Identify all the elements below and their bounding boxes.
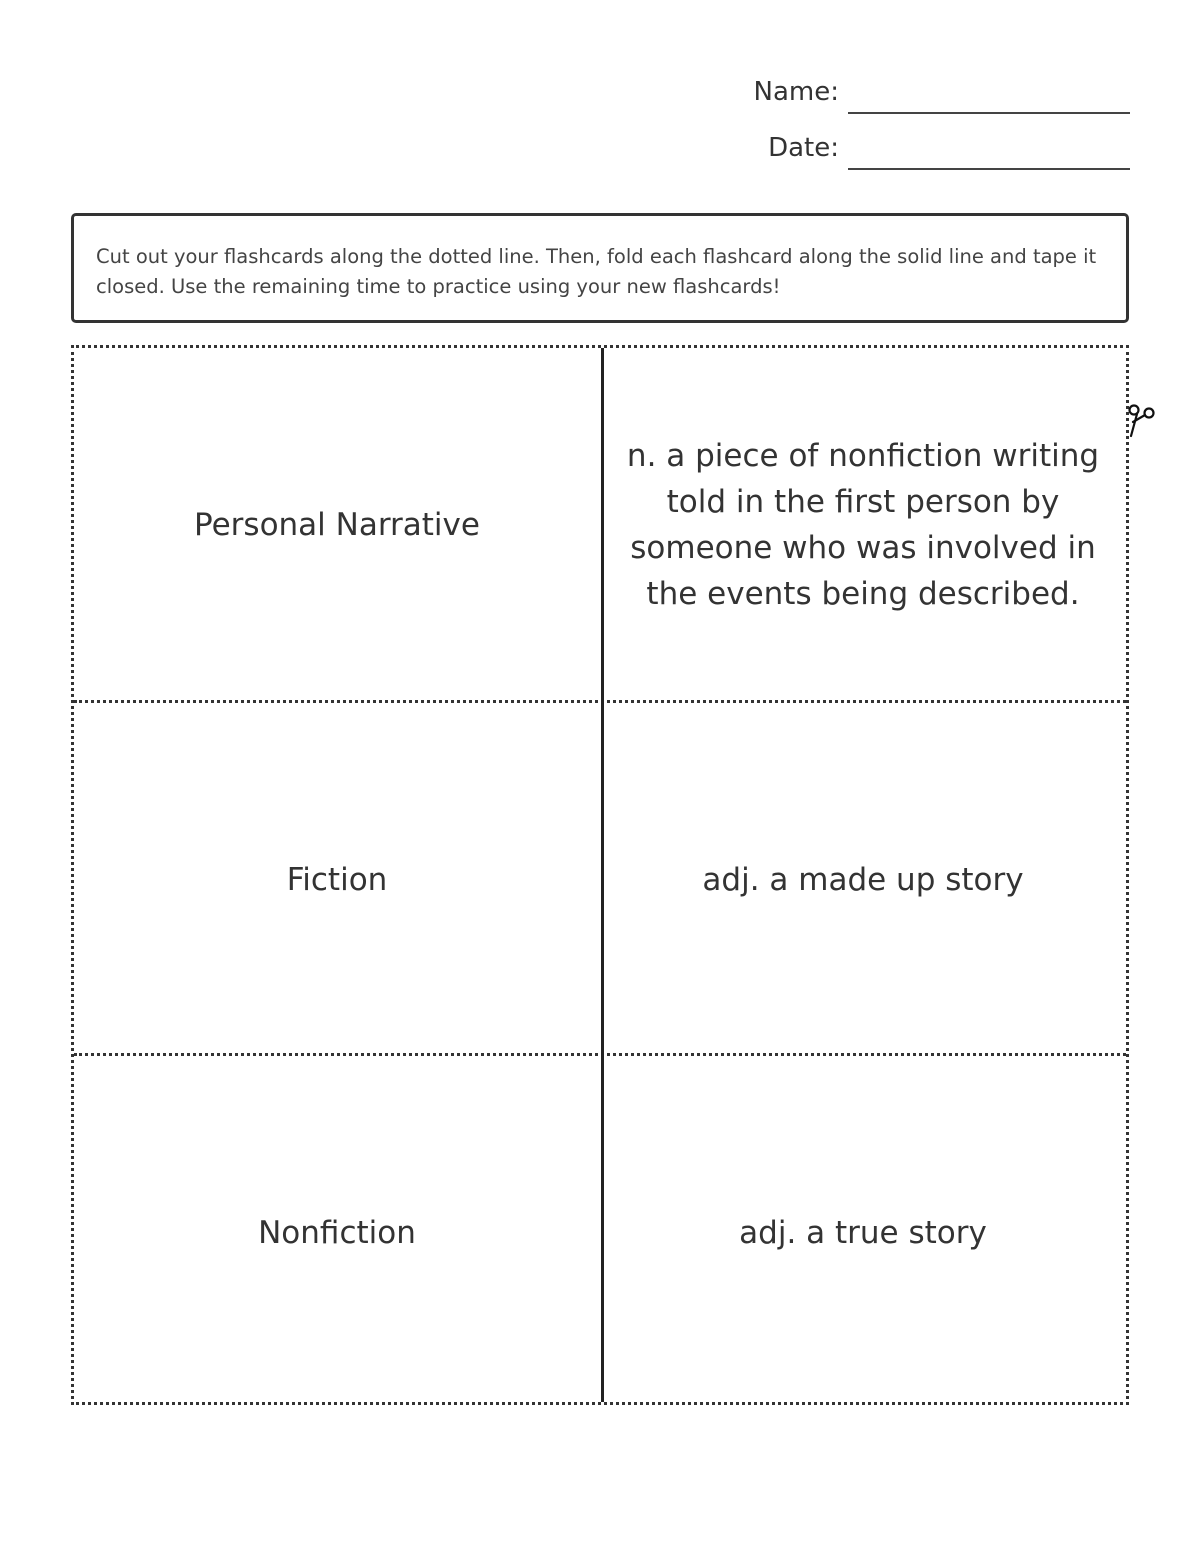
flashcard-definition: adj. a true story xyxy=(739,1214,987,1251)
flashcard-term: Personal Narrative xyxy=(194,506,480,543)
flashcard-term: Fiction xyxy=(286,861,388,898)
name-label: Name: xyxy=(753,77,839,107)
flashcard-definition: adj. a made up story xyxy=(702,861,1024,898)
name-blank-line[interactable] xyxy=(848,112,1130,114)
scissors-icon xyxy=(1122,400,1158,440)
flashcard-definition: n. a piece of nonfiction writing told in the first person by someone who was involved in the events being described. xyxy=(626,437,1100,612)
date-blank-line[interactable] xyxy=(848,168,1130,170)
date-field xyxy=(768,130,1130,166)
instructions-text: Cut out your flashcards along the dotted line. Then, fold each flashcard along the solid line and tape it closed. Use the remaining time to practice using your new flashcards! xyxy=(96,245,1097,298)
fold-line xyxy=(601,348,604,1402)
flashcard-term: Nonfiction xyxy=(258,1214,416,1251)
flashcard-row xyxy=(74,1053,1126,1409)
flashcard-row xyxy=(74,348,1126,701)
flashcard-row xyxy=(74,700,1126,1056)
flashcard-grid xyxy=(71,345,1129,1405)
name-field xyxy=(754,74,1130,110)
instructions-box xyxy=(71,213,1129,323)
date-label: Date: xyxy=(768,133,839,163)
